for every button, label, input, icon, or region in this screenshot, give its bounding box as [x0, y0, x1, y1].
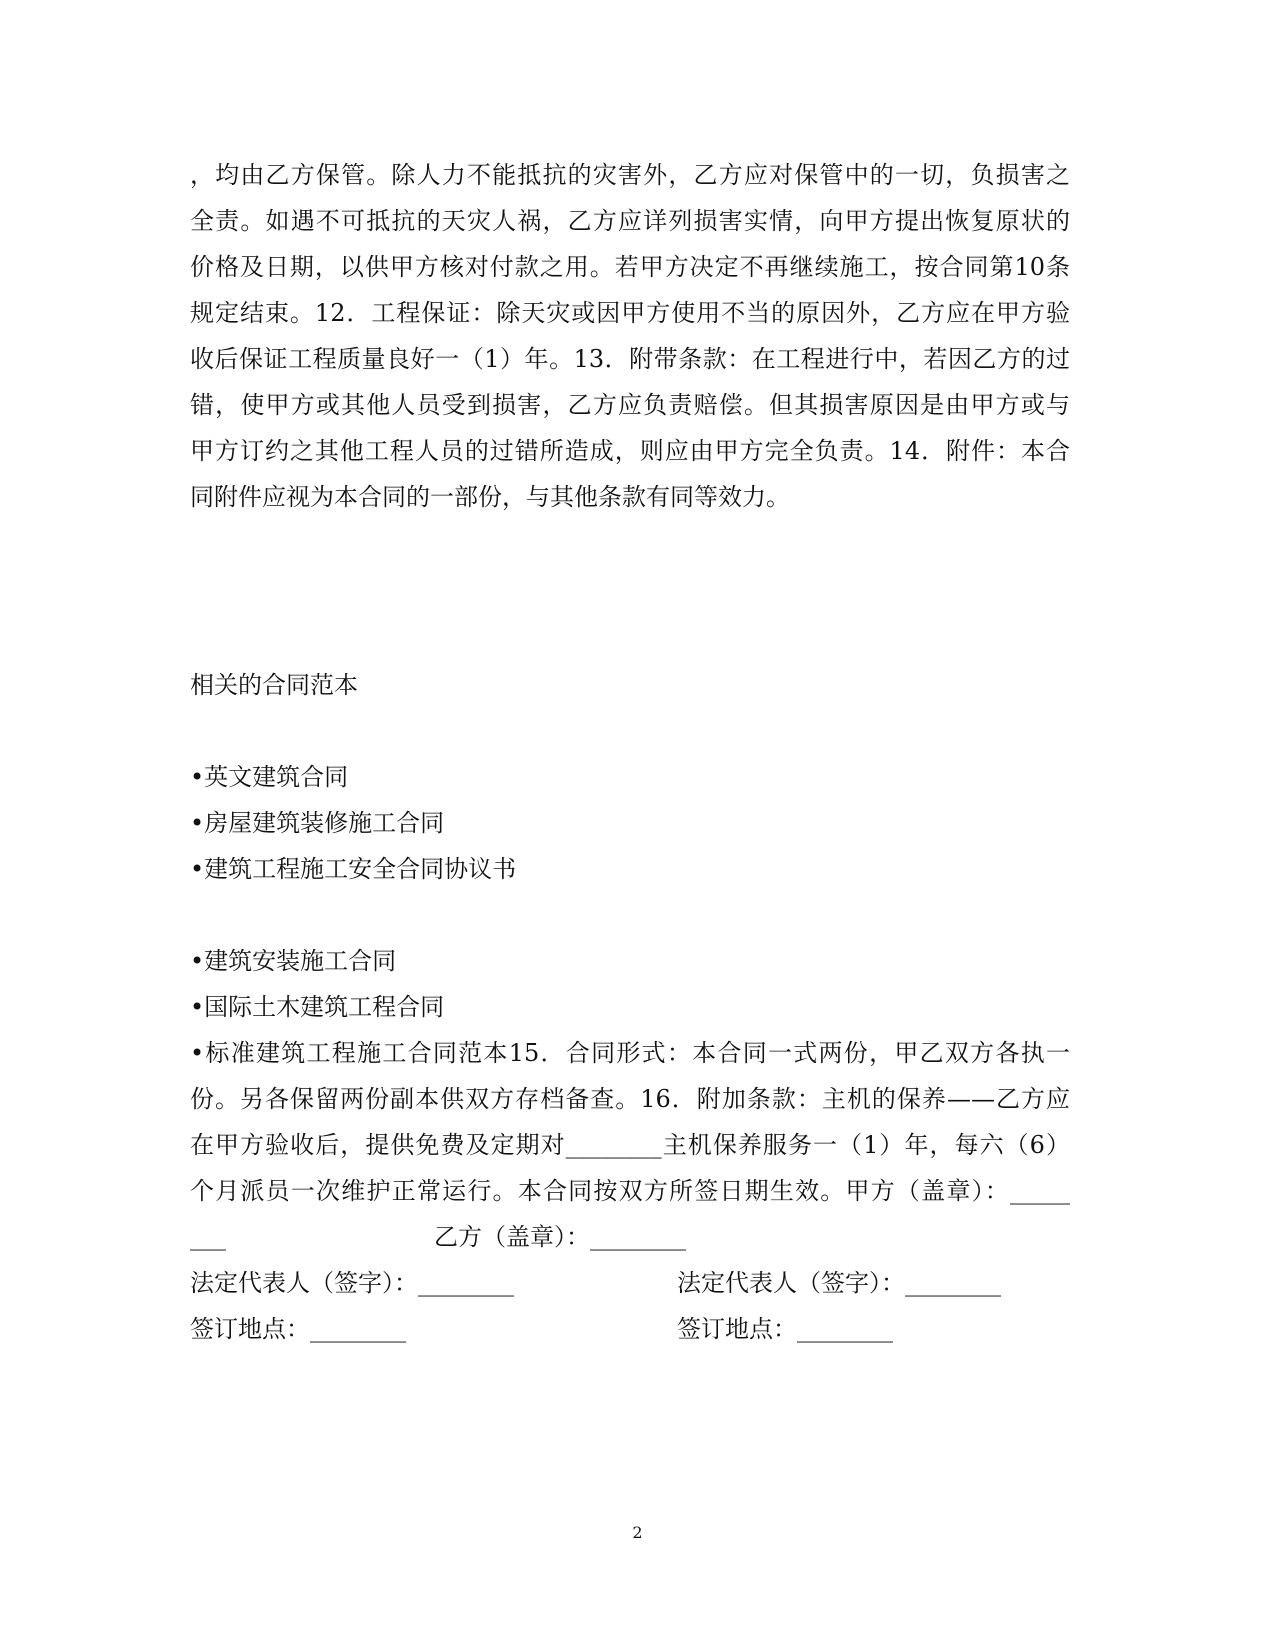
- related-heading: 相关的合同范本: [190, 671, 358, 699]
- rep-b-signature: 法定代表人（签字）：________: [677, 1269, 1001, 1297]
- related-item-3[interactable]: •建筑工程施工安全合同协议书: [190, 855, 517, 883]
- closing-line-2: 份。另各保留两份副本供双方存档备查。16．附加条款：主机的保养——乙方应: [190, 1085, 1070, 1113]
- body-line-7: 甲方订约之其他工程人员的过错所造成，则应由甲方完全负责。14．附件：本合: [190, 437, 1070, 465]
- related-item-4[interactable]: •建筑安装施工合同: [190, 947, 397, 975]
- rep-a-signature: 法定代表人（签字）：________: [190, 1269, 514, 1297]
- body-line-4: 规定结束。12．工程保证：除天灾或因甲方使用不当的原因外，乙方应在甲方验: [190, 299, 1070, 327]
- place-a: 签订地点：________: [190, 1315, 406, 1343]
- body-line-5: 收后保证工程质量良好一（1）年。13．附带条款：在工程进行中，若因乙方的过: [190, 345, 1070, 373]
- party-a-underline-tail: ___: [190, 1223, 226, 1251]
- body-line-1: ，均由乙方保管。除人力不能抵抗的灾害外，乙方应对保管中的一切，负损害之: [190, 161, 1070, 189]
- closing-line-4: 个月派员一次维护正常运行。本合同按双方所签日期生效。甲方（盖章）：_____: [190, 1177, 1070, 1205]
- closing-line-1: •标准建筑工程施工合同范本15．合同形式：本合同一式两份，甲乙双方各执一: [190, 1039, 1070, 1067]
- body-line-8: 同附件应视为本合同的一部份，与其他条款有同等效力。: [190, 483, 790, 511]
- closing-line-3: 在甲方验收后，提供免费及定期对________主机保养服务一（1）年，每六（6）: [190, 1131, 1070, 1159]
- place-b: 签订地点：________: [677, 1315, 893, 1343]
- party-b-seal: 乙方（盖章）：________: [434, 1223, 686, 1251]
- related-item-1[interactable]: •英文建筑合同: [190, 763, 349, 791]
- page-number: 2: [632, 1523, 643, 1542]
- body-line-2: 全责。如遇不可抵抗的天灾人祸，乙方应详列损害实情，向甲方提出恢复原状的: [190, 207, 1070, 235]
- related-item-5[interactable]: •国际土木建筑工程合同: [190, 993, 445, 1021]
- body-line-3: 价格及日期，以供甲方核对付款之用。若甲方决定不再继续施工，按合同第10条: [190, 253, 1070, 281]
- body-line-6: 错，使甲方或其他人员受到损害，乙方应负责赔偿。但其损害原因是由甲方或与: [190, 391, 1070, 419]
- related-item-2[interactable]: •房屋建筑装修施工合同: [190, 809, 445, 837]
